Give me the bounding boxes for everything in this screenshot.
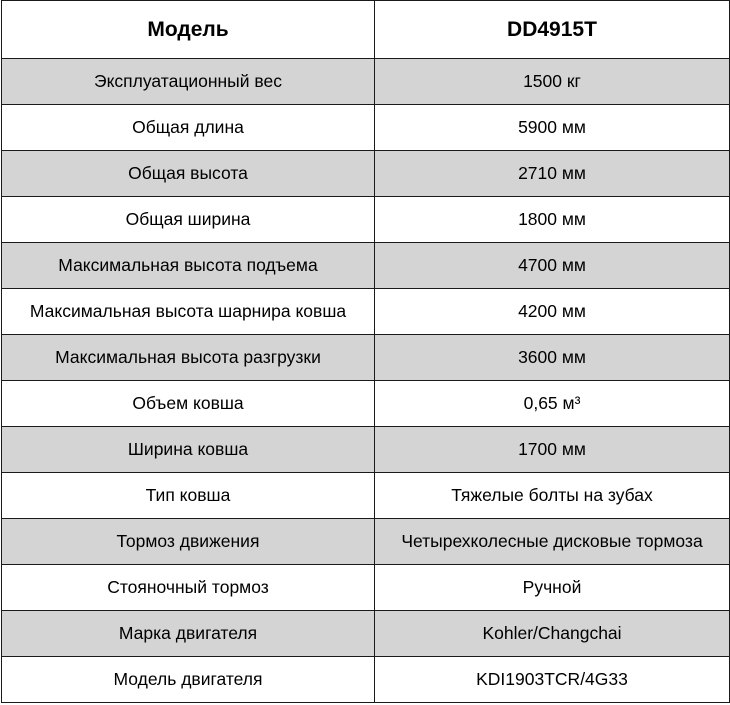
value-cell: 1500 кг bbox=[375, 59, 730, 105]
param-cell: Марка двигателя bbox=[2, 611, 375, 657]
param-cell: Стояночный тормоз bbox=[2, 565, 375, 611]
value-cell: 4700 мм bbox=[375, 243, 730, 289]
value-cell: 2710 мм bbox=[375, 151, 730, 197]
value-cell: Kohler/Changchai bbox=[375, 611, 730, 657]
table-row bbox=[2, 335, 730, 381]
param-cell: Ширина ковша bbox=[2, 427, 375, 473]
value-cell: Четырехколесные дисковые тормоза bbox=[375, 519, 730, 565]
param-cell: Общая длина bbox=[2, 105, 375, 151]
param-cell: Общая ширина bbox=[2, 197, 375, 243]
param-cell: Максимальная высота шарнира ковша bbox=[2, 289, 375, 335]
table-row bbox=[2, 59, 730, 105]
param-cell: Эксплуатационный вес bbox=[2, 59, 375, 105]
table-row bbox=[2, 197, 730, 243]
value-cell: 0,65 м³ bbox=[375, 381, 730, 427]
table-row bbox=[2, 657, 730, 703]
table-row bbox=[2, 611, 730, 657]
table-row bbox=[2, 243, 730, 289]
table-row bbox=[2, 381, 730, 427]
value-cell: KDI1903TCR/4G33 bbox=[375, 657, 730, 703]
value-cell: 4200 мм bbox=[375, 289, 730, 335]
param-cell: Тип ковша bbox=[2, 473, 375, 519]
param-cell: Общая высота bbox=[2, 151, 375, 197]
value-cell: 5900 мм bbox=[375, 105, 730, 151]
table-row bbox=[2, 427, 730, 473]
param-cell: Максимальная высота разгрузки bbox=[2, 335, 375, 381]
value-cell: Тяжелые болты на зубах bbox=[375, 473, 730, 519]
table-row bbox=[2, 519, 730, 565]
value-cell: 3600 мм bbox=[375, 335, 730, 381]
header-param-label: Модель bbox=[2, 1, 375, 59]
param-cell: Тормоз движения bbox=[2, 519, 375, 565]
value-cell: Ручной bbox=[375, 565, 730, 611]
value-cell: 1800 мм bbox=[375, 197, 730, 243]
table-row bbox=[2, 565, 730, 611]
table-row bbox=[2, 105, 730, 151]
spec-table bbox=[1, 0, 730, 703]
table-row bbox=[2, 151, 730, 197]
param-cell: Модель двигателя bbox=[2, 657, 375, 703]
value-cell: 1700 мм bbox=[375, 427, 730, 473]
table-row bbox=[2, 473, 730, 519]
param-cell: Объем ковша bbox=[2, 381, 375, 427]
header-model-value: DD4915T bbox=[375, 1, 730, 59]
table-header-row bbox=[2, 1, 730, 59]
table-row bbox=[2, 289, 730, 335]
param-cell: Максимальная высота подъема bbox=[2, 243, 375, 289]
